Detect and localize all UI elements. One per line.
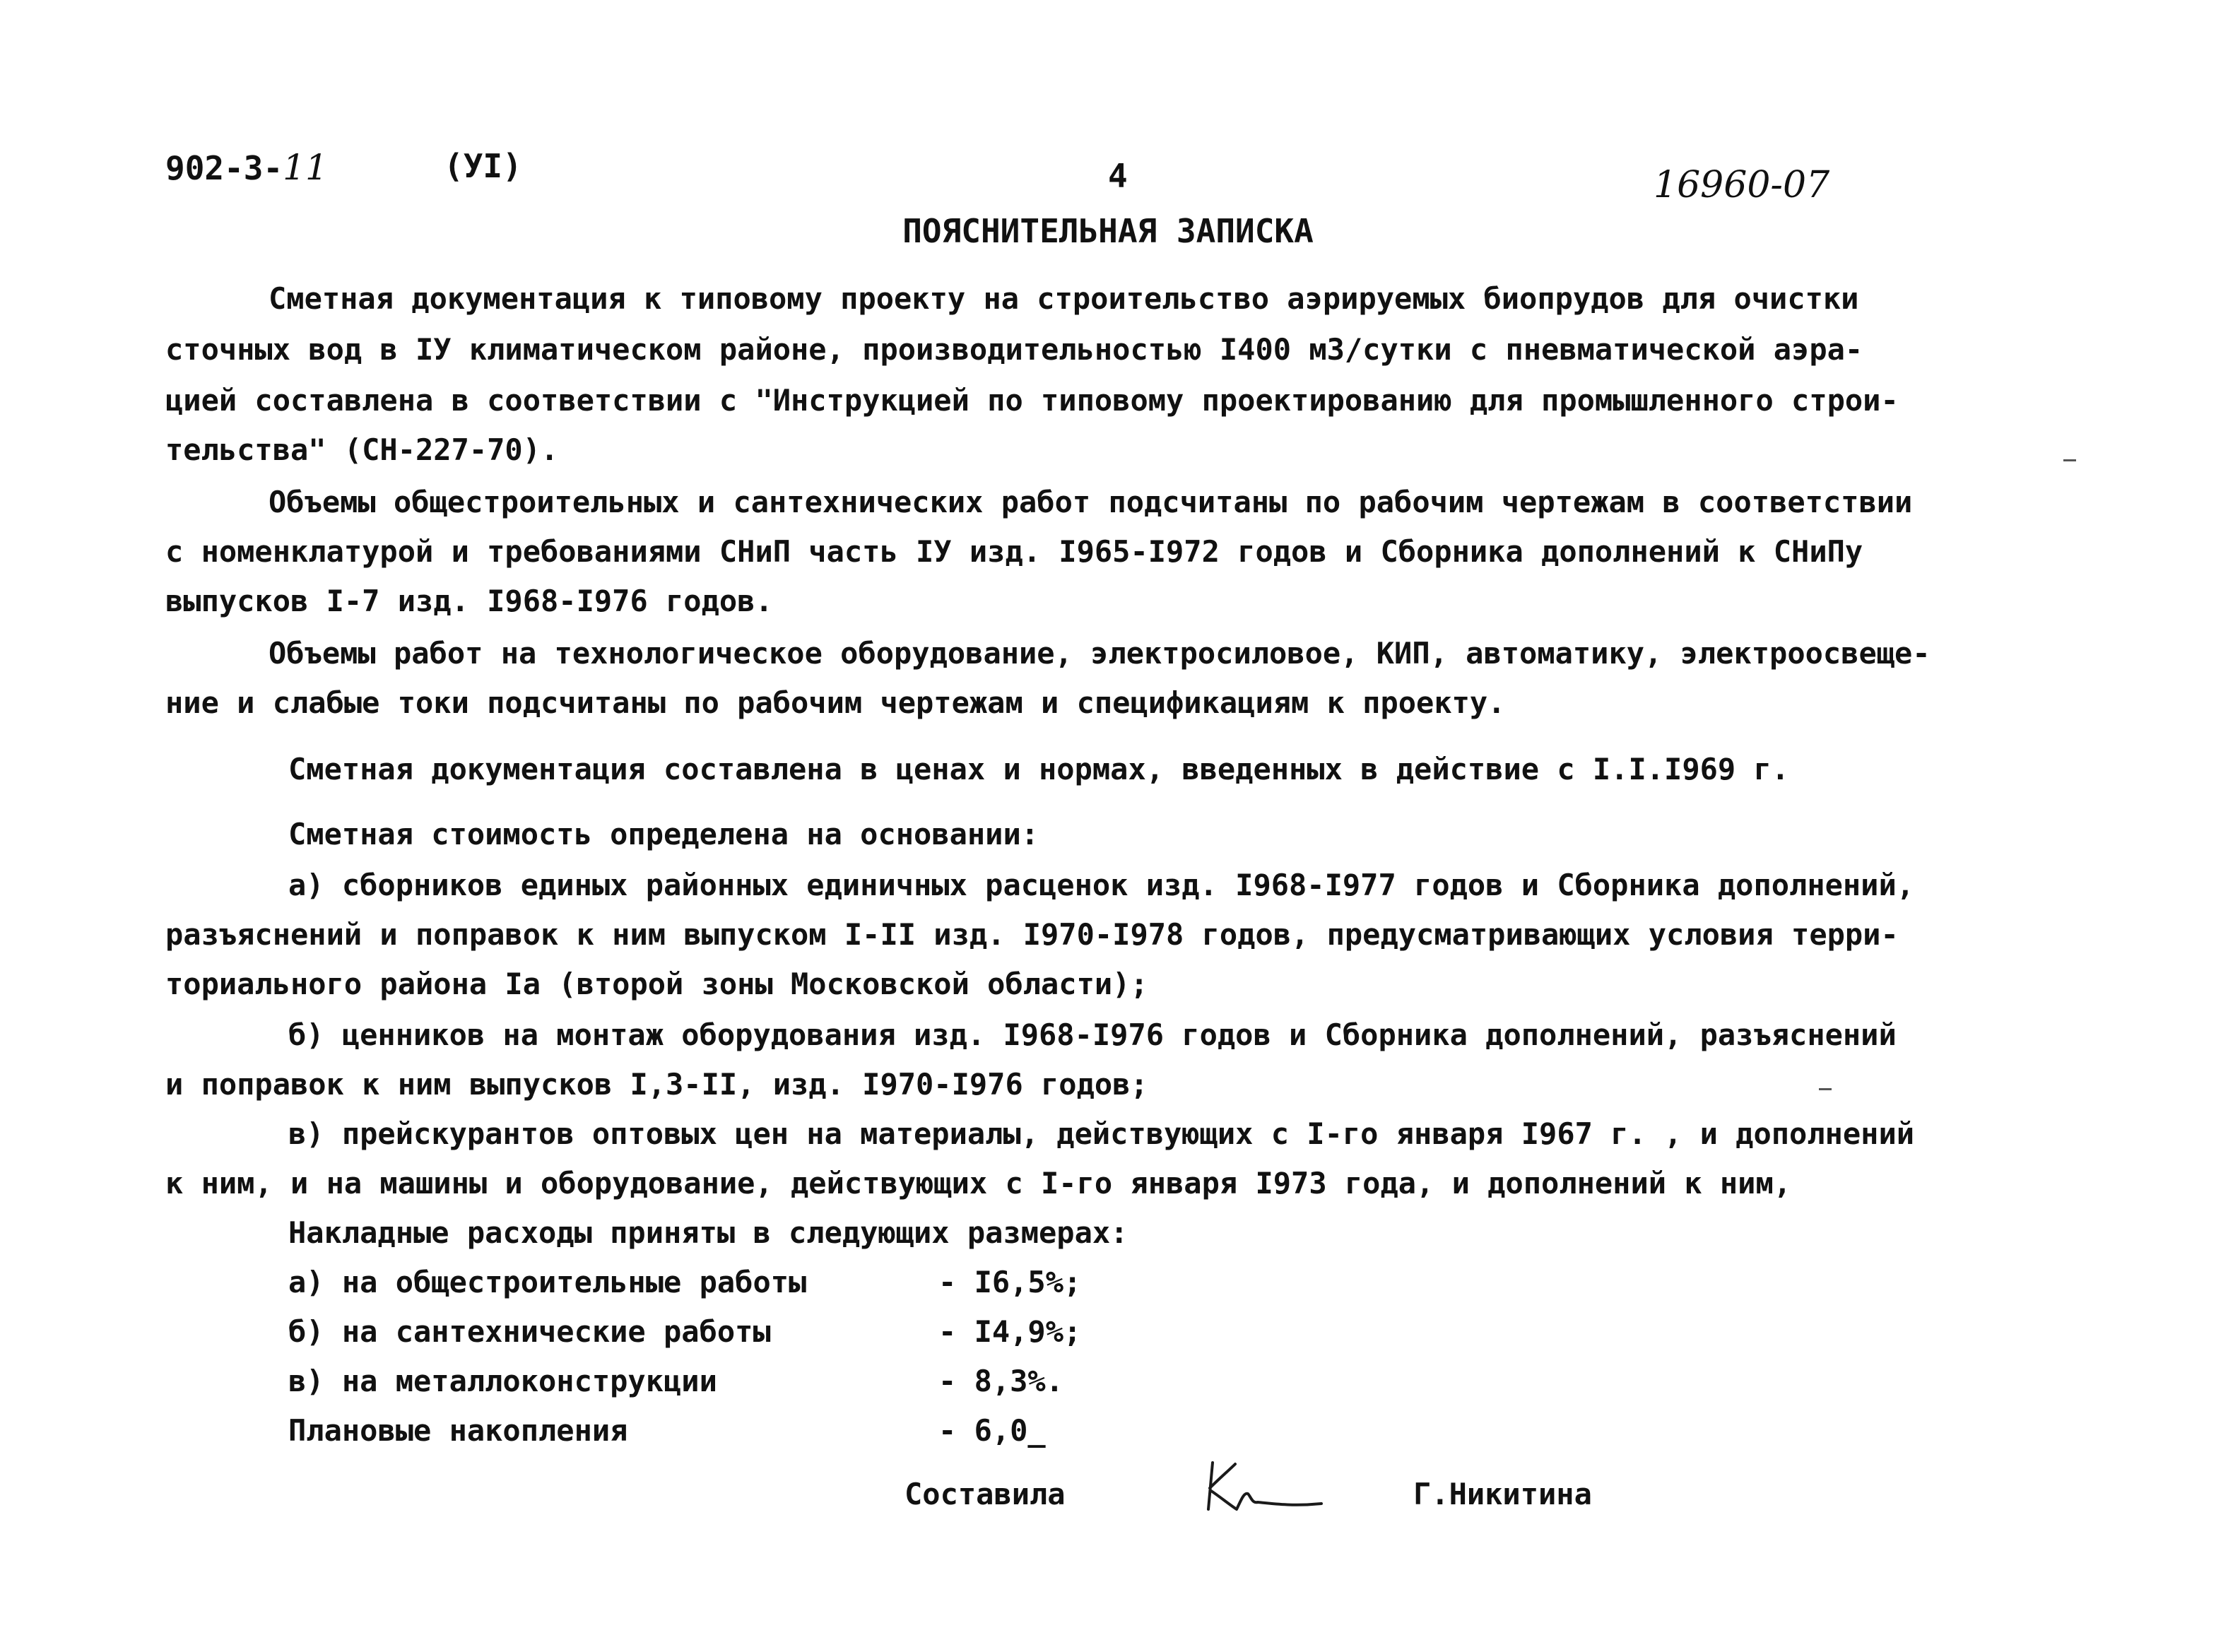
sheet-code: (УI): [444, 147, 522, 185]
basis-a-line-1: а) сборников единых районных единичных расценок изд. I968-I977 годов и Сборника дополнений,: [288, 868, 1915, 902]
archive-number: 16960-07: [1654, 164, 1830, 206]
compiled-by-label: Составила: [904, 1477, 1066, 1511]
planned-savings-value: - 6,0_: [938, 1413, 1046, 1448]
signature-mark: [1201, 1457, 1328, 1521]
paragraph-3-line-1: Объемы работ на технологическое оборудование, электросиловое, КИП, автоматику, электроосвеще-: [269, 636, 1931, 671]
overhead-title: Накладные расходы приняты в следующих размерах:: [288, 1215, 1128, 1250]
paragraph-1-line-1: Сметная документация к типовому проекту на строительство аэрируемых биопрудов для очистки: [269, 281, 1859, 316]
paragraph-1-line-4: тельства" (СН-227-70).: [165, 432, 559, 467]
planned-savings-label: Плановые накопления: [288, 1413, 628, 1448]
paragraph-2-line-2: с номенклатурой и требованиями СНиП часть IУ изд. I965-I972 годов и Сборника дополнений к СНиПу: [165, 534, 1863, 569]
paragraph-3-line-2: ние и слабые токи подсчитаны по рабочим чертежам и спецификациям к проекту.: [165, 685, 1506, 720]
paragraph-5-intro: Сметная стоимость определена на основании:: [288, 817, 1039, 851]
basis-b-line-1: б) ценников на монтаж оборудования изд. I968-I976 годов и Сборника дополнений, разъяснений: [288, 1017, 1897, 1052]
overhead-rate-value: - I4,9%;: [938, 1314, 1082, 1349]
basis-v-line-2: к ним, и на машины и оборудование, действующих с I-го января I973 года, и дополнений к ним,: [165, 1166, 1792, 1200]
basis-a-line-2: разъяснений и поправок к ним выпуском I-II изд. I970-I978 годов, предусматривающих условия терри-: [165, 917, 1899, 952]
document-title: ПОЯСНИТЕЛЬНАЯ ЗАПИСКА: [902, 212, 1314, 250]
compiler-name: Г.Никитина: [1413, 1477, 1592, 1511]
paragraph-2-line-3: выпусков I-7 изд. I968-I976 годов.: [165, 584, 773, 618]
paragraph-1-line-2: сточных вод в IУ климатическом районе, производительностью I400 м3/сутки с пневматической аэра-: [165, 332, 1863, 367]
project-code: [165, 147, 328, 188]
paragraph-4: Сметная документация составлена в ценах и нормах, введенных в действие с I.I.I969 г.: [288, 752, 1790, 786]
basis-a-line-3: ториального района Iа (второй зоны Московской области);: [165, 967, 1148, 1001]
basis-b-line-2: и поправок к ним выпусков I,3-II, изд. I970-I976 годов;: [165, 1067, 1148, 1102]
paragraph-1-line-3: цией составлена в соответствии с "Инструкцией по типовому проектированию для промышленного строи-: [165, 383, 1899, 418]
overhead-rate-label: а) на общестроительные работы: [288, 1265, 807, 1299]
project-code-prefix: 902-3-: [165, 149, 283, 187]
overhead-rate-value: - 8,3%.: [938, 1364, 1064, 1398]
scan-mark: [2063, 459, 2076, 461]
handwritten-signature: [1201, 1457, 1328, 1523]
project-code-handwritten: 11: [283, 147, 328, 188]
scan-mark: [1819, 1088, 1832, 1090]
overhead-rate-label: б) на сантехнические работы: [288, 1314, 771, 1349]
overhead-rate-value: - I6,5%;: [938, 1265, 1082, 1299]
page-number: 4: [1108, 157, 1128, 195]
overhead-rate-label: в) на металлоконструкции: [288, 1364, 717, 1398]
paragraph-2-line-1: Объемы общестроительных и сантехнических работ подсчитаны по рабочим чертежам в соответствии: [269, 485, 1913, 519]
basis-v-line-1: в) прейскурантов оптовых цен на материалы, действующих с I-го января I967 г. , и дополнений: [288, 1116, 1915, 1151]
